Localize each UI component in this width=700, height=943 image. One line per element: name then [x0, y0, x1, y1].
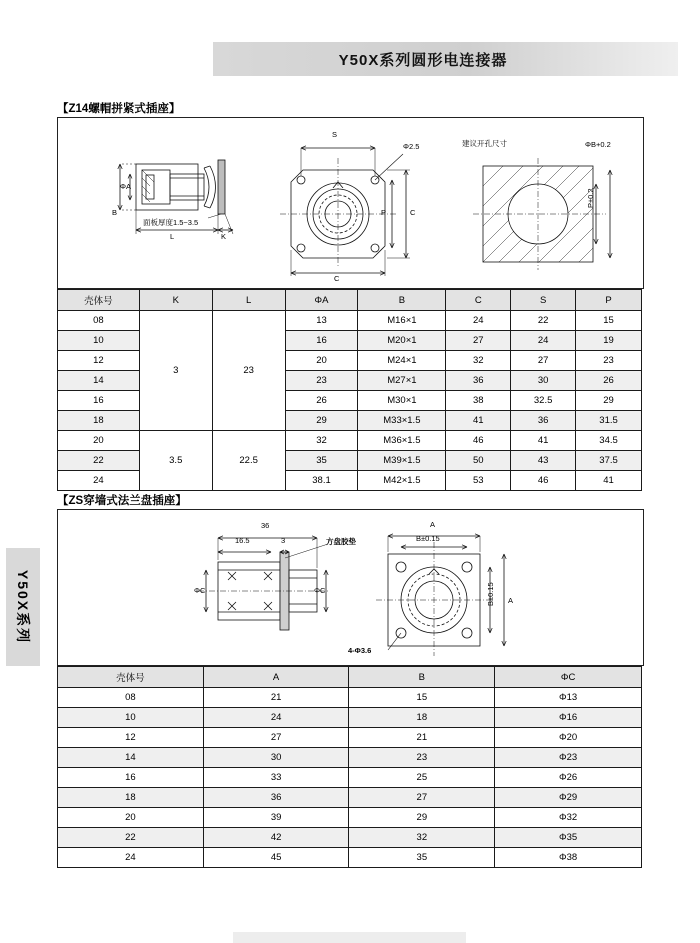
- cell-b: 29: [349, 808, 495, 828]
- cell-c: 36: [446, 371, 511, 391]
- table-row: [58, 728, 642, 748]
- label-p: P: [381, 208, 387, 217]
- table-row: [58, 828, 642, 848]
- cell-c: 53: [446, 471, 511, 491]
- table-zs-dimensions: [57, 666, 642, 868]
- cell-p: 41: [576, 471, 642, 491]
- cell-p: 26: [576, 371, 642, 391]
- cell-l-merged-2: 22.5: [212, 431, 285, 491]
- label-b: B: [112, 208, 118, 217]
- cell-phiA: 23: [285, 371, 358, 391]
- label-c-bottom: C: [334, 274, 340, 283]
- label-phiA: ΦA: [120, 182, 131, 191]
- table-row: [58, 311, 642, 331]
- cell-c: 27: [446, 331, 511, 351]
- col-l: L: [212, 290, 285, 311]
- figure-zs-drawing: [58, 510, 643, 665]
- cell-b: M20×1: [358, 331, 446, 351]
- label-a-right: A: [508, 596, 514, 605]
- cell-p: 31.5: [576, 411, 642, 431]
- cell-b: 35: [349, 848, 495, 868]
- label-hole-note: 建议开孔尺寸: [462, 139, 507, 148]
- table-row: [58, 848, 642, 868]
- cell-a: 33: [203, 768, 349, 788]
- cell-a: 30: [203, 748, 349, 768]
- cell-b: M30×1: [358, 391, 446, 411]
- section-title-zs: 【ZS穿墙式法兰盘插座】: [57, 495, 187, 507]
- cell-phiC: Φ13: [495, 688, 642, 708]
- table-row: [58, 431, 642, 451]
- cell-b: M42×1.5: [358, 471, 446, 491]
- cell-c: 41: [446, 411, 511, 431]
- cell-shell: 08: [58, 688, 204, 708]
- label-c-right: C: [410, 208, 416, 217]
- cell-shell: 10: [58, 708, 204, 728]
- page-title: Y50X系列圆形电连接器: [338, 51, 508, 69]
- cell-k-merged-2: 3.5: [139, 431, 212, 491]
- cell-s: 32.5: [511, 391, 576, 411]
- cell-phiC: Φ23: [495, 748, 642, 768]
- figure-zs: [57, 509, 644, 666]
- cell-b: 15: [349, 688, 495, 708]
- label-dim-36: 36: [261, 521, 270, 530]
- col-k: K: [139, 290, 212, 311]
- cell-phiA: 38.1: [285, 471, 358, 491]
- cell-b: M24×1: [358, 351, 446, 371]
- label-dim-3: 3: [281, 536, 286, 545]
- cell-s: 43: [511, 451, 576, 471]
- col-phiA: ΦA: [285, 290, 358, 311]
- label-p-tol: P±0.2: [586, 188, 595, 208]
- cell-p: 19: [576, 331, 642, 351]
- cell-a: 21: [203, 688, 349, 708]
- col-a: A: [203, 667, 349, 688]
- col-shell: 壳体号: [58, 667, 204, 688]
- cell-s: 41: [511, 431, 576, 451]
- cell-shell: 22: [58, 828, 204, 848]
- cell-b: M39×1.5: [358, 451, 446, 471]
- label-phiC-left: ΦC: [194, 586, 206, 595]
- cell-a: 42: [203, 828, 349, 848]
- label-phi25: Φ2.5: [403, 142, 420, 151]
- cell-s: 36: [511, 411, 576, 431]
- side-tab: [6, 548, 40, 666]
- cell-b: M27×1: [358, 371, 446, 391]
- label-dim-165: 16.5: [235, 536, 250, 545]
- label-k: K: [221, 232, 227, 241]
- cell-phiC: Φ26: [495, 768, 642, 788]
- cell-phiC: Φ20: [495, 728, 642, 748]
- cell-shell: 08: [58, 311, 140, 331]
- cell-s: 27: [511, 351, 576, 371]
- cell-c: 50: [446, 451, 511, 471]
- cell-shell: 16: [58, 768, 204, 788]
- table-header-row: [58, 290, 642, 311]
- cell-c: 38: [446, 391, 511, 411]
- cell-c: 32: [446, 351, 511, 371]
- cell-phiA: 13: [285, 311, 358, 331]
- cell-p: 34.5: [576, 431, 642, 451]
- cell-shell: 12: [58, 351, 140, 371]
- cell-s: 22: [511, 311, 576, 331]
- cell-l-merged-1: 23: [212, 311, 285, 431]
- cell-b: M16×1: [358, 311, 446, 331]
- label-phiB: ΦB+0.2: [585, 140, 611, 149]
- label-a-top: A: [430, 520, 436, 529]
- cell-phiC: Φ29: [495, 788, 642, 808]
- label-b-tol-top: B±0.15: [416, 534, 440, 543]
- cell-k-merged-1: 3: [139, 311, 212, 431]
- cell-shell: 18: [58, 411, 140, 431]
- side-tab-label: Y50X系列: [15, 569, 31, 645]
- cell-phiC: Φ16: [495, 708, 642, 728]
- cell-shell: 14: [58, 371, 140, 391]
- cell-a: 39: [203, 808, 349, 828]
- cell-phiC: Φ38: [495, 848, 642, 868]
- col-shell: 壳体号: [58, 290, 140, 311]
- cell-shell: 16: [58, 391, 140, 411]
- table-row: [58, 788, 642, 808]
- cell-b: 25: [349, 768, 495, 788]
- cell-shell: 12: [58, 728, 204, 748]
- label-phiC-right: ΦC: [314, 586, 326, 595]
- cell-phiC: Φ35: [495, 828, 642, 848]
- cell-phiA: 35: [285, 451, 358, 471]
- figure-z14: [57, 117, 644, 289]
- cell-c: 46: [446, 431, 511, 451]
- label-seal-note: 方盘胶垫: [326, 537, 356, 546]
- cell-b: 27: [349, 788, 495, 808]
- cell-c: 24: [446, 311, 511, 331]
- cell-p: 23: [576, 351, 642, 371]
- cell-a: 36: [203, 788, 349, 808]
- table-row: [58, 708, 642, 728]
- cell-b: M33×1.5: [358, 411, 446, 431]
- table-row: [58, 768, 642, 788]
- cell-s: 46: [511, 471, 576, 491]
- cell-b: M36×1.5: [358, 431, 446, 451]
- cell-b: 18: [349, 708, 495, 728]
- table-row: [58, 808, 642, 828]
- cell-p: 37.5: [576, 451, 642, 471]
- cell-phiA: 32: [285, 431, 358, 451]
- col-b: B: [349, 667, 495, 688]
- footer-band: [233, 932, 466, 943]
- label-l: L: [170, 232, 175, 241]
- table-header-row: [58, 667, 642, 688]
- col-phiC: ΦC: [495, 667, 642, 688]
- cell-shell: 14: [58, 748, 204, 768]
- cell-phiA: 29: [285, 411, 358, 431]
- cell-shell: 22: [58, 451, 140, 471]
- figure-z14-drawing: [58, 118, 643, 288]
- cell-b: 23: [349, 748, 495, 768]
- cell-shell: 18: [58, 788, 204, 808]
- col-p: P: [576, 290, 642, 311]
- cell-s: 24: [511, 331, 576, 351]
- cell-phiA: 20: [285, 351, 358, 371]
- col-b: B: [358, 290, 446, 311]
- cell-s: 30: [511, 371, 576, 391]
- cell-shell: 24: [58, 471, 140, 491]
- col-c: C: [446, 290, 511, 311]
- cell-shell: 20: [58, 808, 204, 828]
- cell-shell: 20: [58, 431, 140, 451]
- cell-shell: 24: [58, 848, 204, 868]
- cell-p: 29: [576, 391, 642, 411]
- cell-shell: 10: [58, 331, 140, 351]
- cell-phiA: 16: [285, 331, 358, 351]
- label-s: S: [332, 130, 338, 139]
- cell-a: 24: [203, 708, 349, 728]
- cell-p: 15: [576, 311, 642, 331]
- cell-b: 32: [349, 828, 495, 848]
- table-row: [58, 748, 642, 768]
- cell-b: 21: [349, 728, 495, 748]
- label-b-tol-right: B±0.15: [486, 582, 495, 606]
- cell-phiC: Φ32: [495, 808, 642, 828]
- cell-phiA: 26: [285, 391, 358, 411]
- cell-a: 45: [203, 848, 349, 868]
- label-holes: 4-Φ3.6: [348, 646, 372, 655]
- section-title-z14: 【Z14螺帽拼紧式插座】: [57, 103, 181, 115]
- cell-a: 27: [203, 728, 349, 748]
- col-s: S: [511, 290, 576, 311]
- table-row: [58, 688, 642, 708]
- table-z14-dimensions: [57, 289, 642, 491]
- label-panel-thickness: 面板厚度1.5~3.5: [143, 218, 199, 227]
